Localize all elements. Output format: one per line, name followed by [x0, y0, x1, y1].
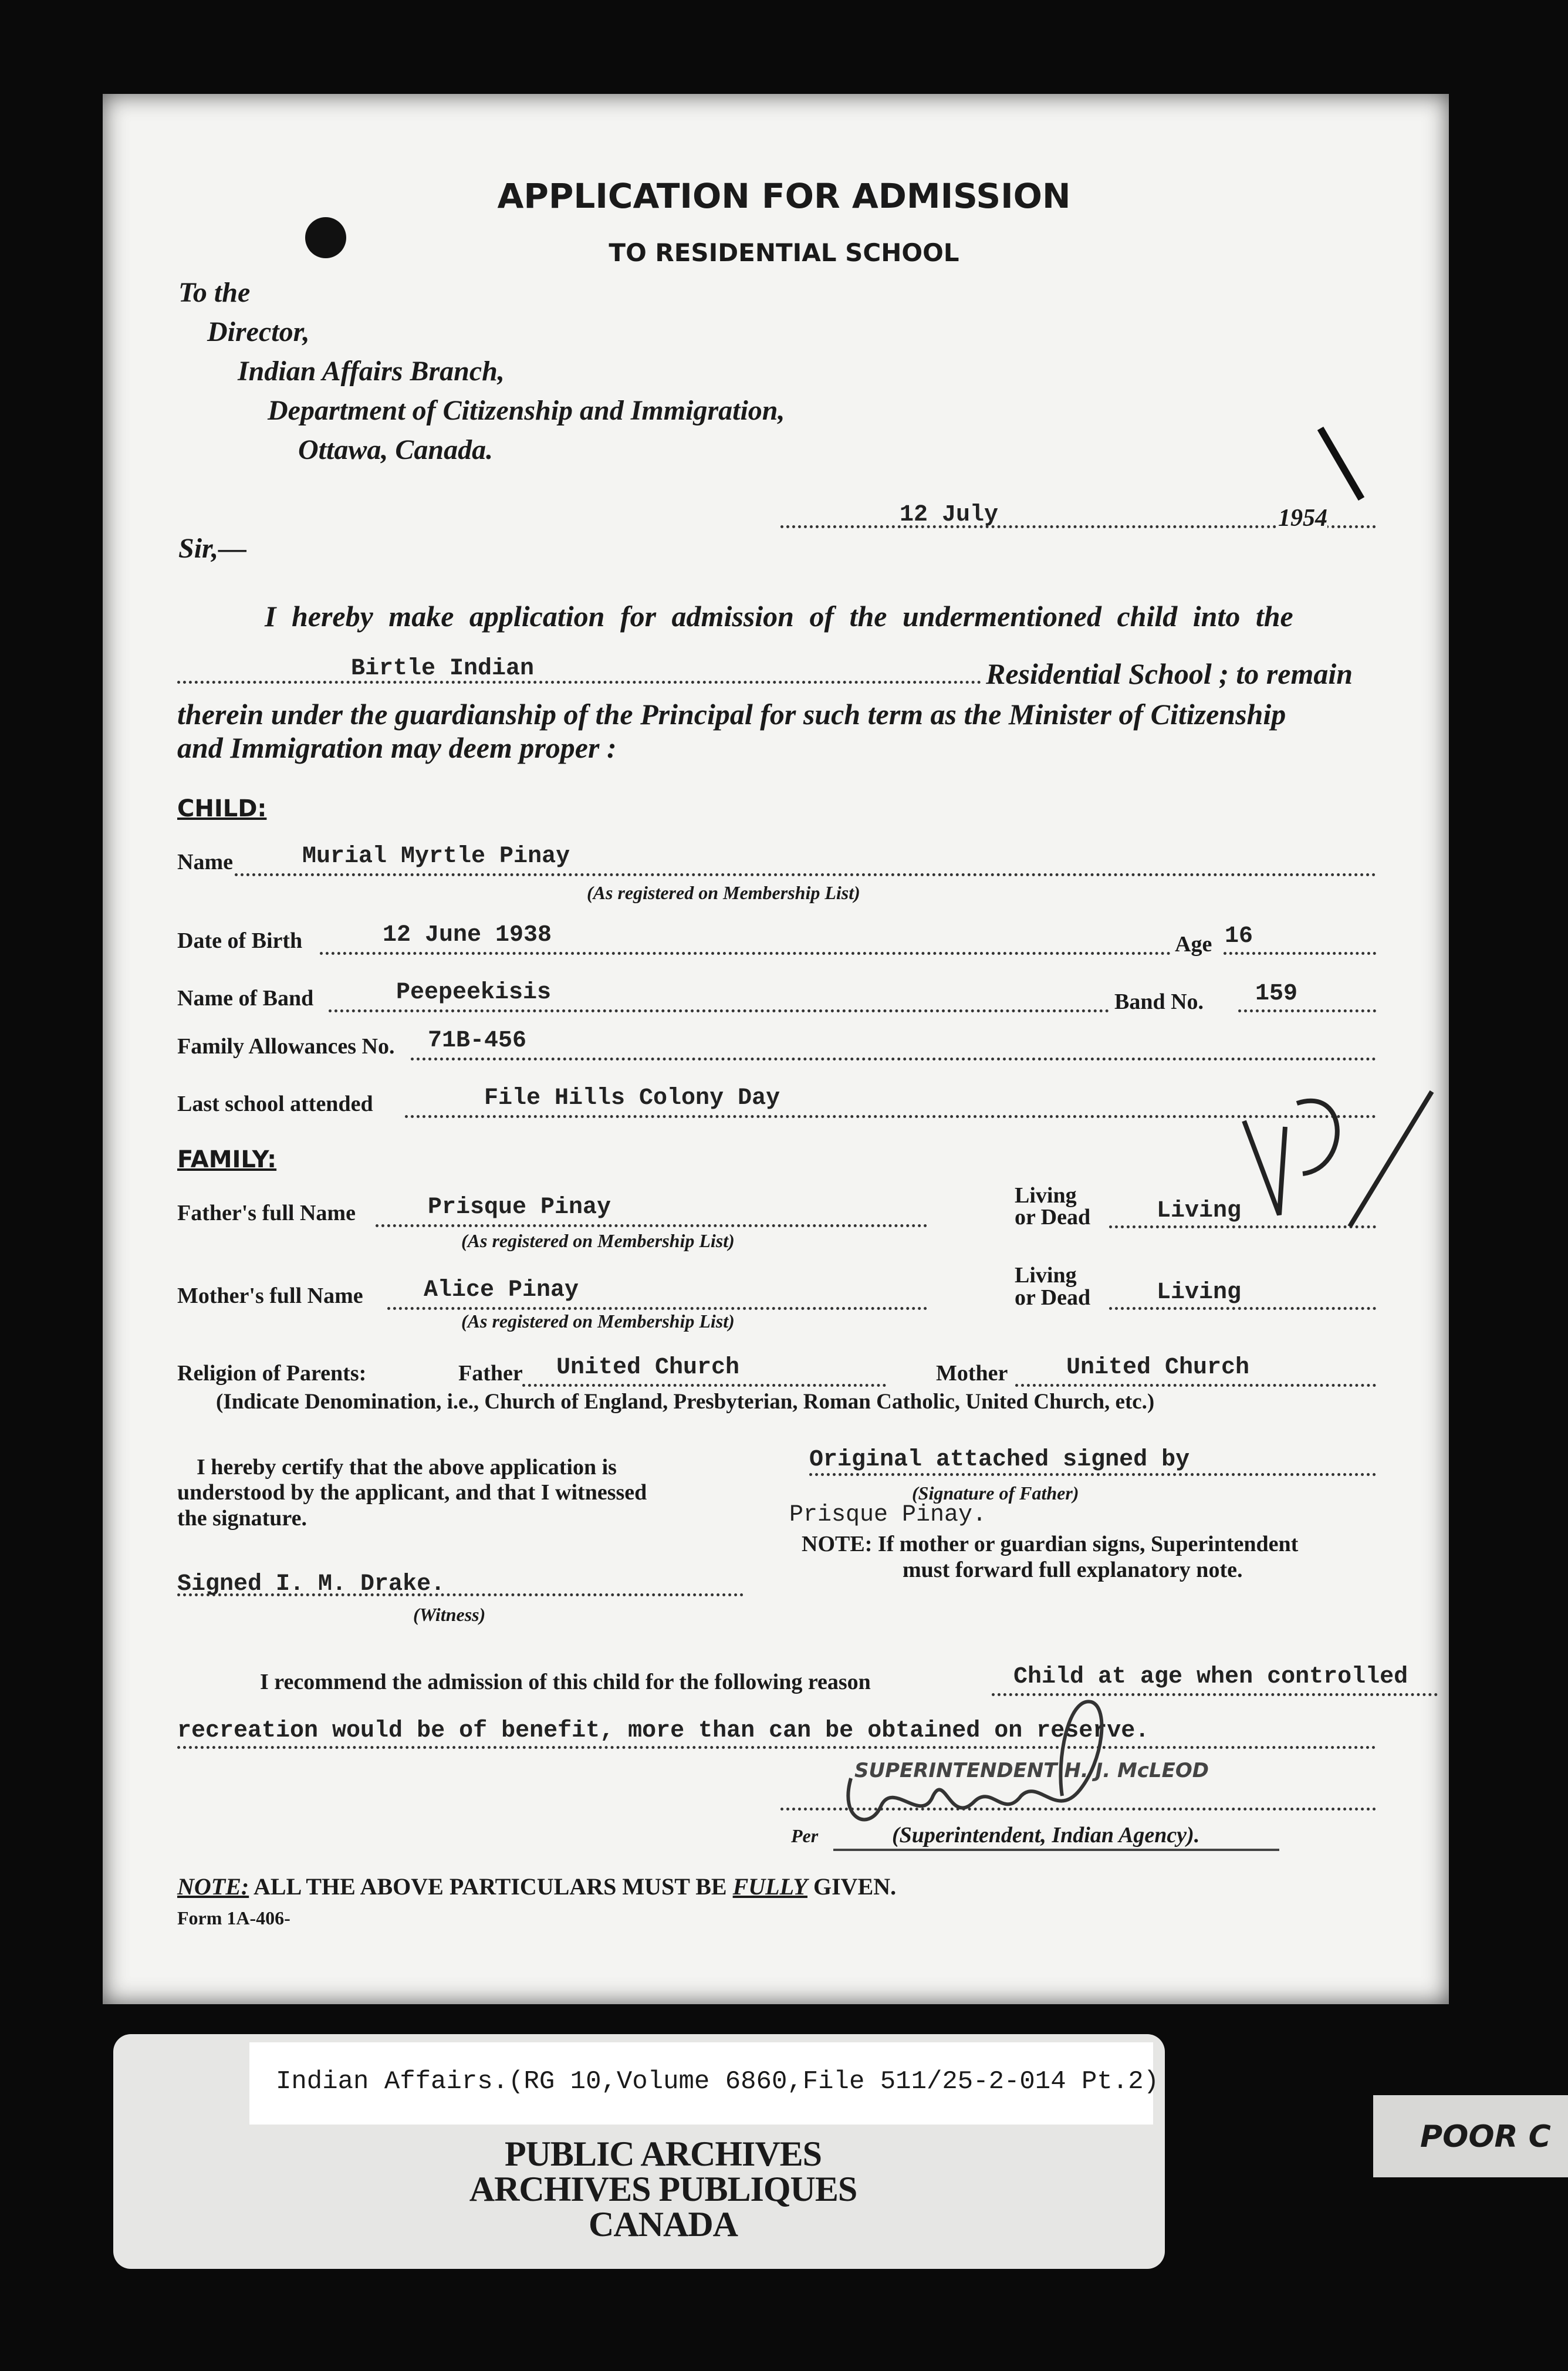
- child-name-note: (As registered on Membership List): [587, 882, 860, 903]
- mother-name: Alice Pinay: [424, 1277, 579, 1303]
- father-religion: United Church: [556, 1355, 740, 1381]
- school-line: [177, 681, 981, 684]
- field-line: [1238, 1009, 1376, 1012]
- per-line: [833, 1849, 1279, 1851]
- field-line: [376, 1224, 927, 1227]
- field-line: [411, 1058, 1376, 1060]
- family-heading: FAMILY:: [177, 1146, 277, 1173]
- last-school-value: File Hills Colony Day: [484, 1085, 780, 1112]
- body-text: I hereby make application for admission of the undermentioned child into the: [265, 600, 1293, 633]
- archive-name-fr: ARCHIVES PUBLIQUES: [469, 2170, 857, 2208]
- child-name-label: Name: [177, 850, 233, 874]
- mother-religion: United Church: [1066, 1355, 1250, 1381]
- handwritten-mark: [1232, 1086, 1444, 1238]
- recommend-reason: Child at age when controlled: [1013, 1664, 1408, 1690]
- religion-note: (Indicate Denomination, i.e., Church of England, Presbyterian, Roman Catholic, United Church, etc.): [216, 1390, 1155, 1414]
- father-religion-label: Father: [458, 1361, 523, 1386]
- signature-scribble: [833, 1690, 1162, 1843]
- signature-line: [780, 1808, 1376, 1811]
- field-line: [329, 1009, 1109, 1012]
- father-signature-label: (Signature of Father): [912, 1482, 1079, 1504]
- band-no-value: 159: [1255, 981, 1298, 1007]
- school-name: Birtle Indian: [351, 656, 535, 682]
- mother-name-note: (As registered on Membership List): [461, 1311, 735, 1332]
- dob-label: Date of Birth: [177, 928, 303, 953]
- certify-text: understood by the applicant, and that I witnessed: [177, 1480, 647, 1505]
- form-number: Form 1A-406-: [177, 1907, 290, 1928]
- footer-note: NOTE: ALL THE ABOVE PARTICULARS MUST BE FULLY GIVEN.: [177, 1873, 897, 1900]
- salutation: Sir,—: [178, 533, 247, 564]
- or-dead-label: or Dead: [1015, 1205, 1091, 1230]
- archive-name-en: PUBLIC ARCHIVES: [504, 2134, 822, 2173]
- last-school-label: Last school attended: [177, 1092, 373, 1116]
- band-value: Peepeekisis: [396, 980, 552, 1006]
- age-value: 16: [1225, 923, 1253, 950]
- pen-mark: [1314, 423, 1373, 511]
- per-label: Per: [791, 1825, 819, 1846]
- recommend-reason: recreation would be of benefit, more than can be obtained on reserve.: [177, 1718, 1150, 1744]
- child-name: Murial Myrtle Pinay: [302, 843, 570, 870]
- mother-religion-label: Mother: [936, 1361, 1008, 1386]
- field-line: [1109, 1307, 1376, 1310]
- address-line: To the: [178, 277, 251, 308]
- father-name: Prisque Pinay: [428, 1194, 611, 1221]
- mother-status: Living: [1157, 1279, 1242, 1306]
- address-line: Director,: [207, 316, 310, 347]
- archive-country: CANADA: [589, 2205, 738, 2244]
- body-text: and Immigration may deem proper :: [177, 731, 617, 764]
- field-line: [320, 952, 1171, 955]
- superintendent-stamp: SUPERINTENDENT H. J. McLEOD: [854, 1759, 1209, 1782]
- field-line: [522, 1384, 886, 1387]
- ink-blot: [305, 217, 346, 258]
- certify-text: I hereby certify that the above application is: [197, 1455, 617, 1480]
- age-label: Age: [1175, 932, 1212, 957]
- note-text: NOTE: If mother or guardian signs, Superintendent: [802, 1532, 1299, 1556]
- form-subtitle: TO RESIDENTIAL SCHOOL: [609, 238, 959, 267]
- band-no-label: Band No.: [1114, 989, 1204, 1014]
- living-label: Living: [1015, 1263, 1077, 1288]
- mother-name-label: Mother's full Name: [177, 1284, 363, 1308]
- family-allowance-value: 71B-456: [428, 1028, 527, 1054]
- field-line: [387, 1307, 927, 1310]
- signature-line: [809, 1473, 1376, 1476]
- quality-label-text: POOR C: [1420, 2119, 1551, 2154]
- field-line: [1015, 1384, 1376, 1387]
- address-line: Indian Affairs Branch,: [238, 356, 505, 387]
- certify-text: the signature.: [177, 1506, 307, 1531]
- recommend-label: I recommend the admission of this child for the following reason: [260, 1670, 871, 1694]
- or-dead-label: or Dead: [1015, 1285, 1091, 1310]
- field-line: [1224, 952, 1376, 955]
- dob-value: 12 June 1938: [383, 922, 552, 948]
- date-day-month: 12 July: [900, 502, 999, 528]
- field-line: [177, 1746, 1376, 1749]
- band-label: Name of Band: [177, 986, 314, 1011]
- child-heading: CHILD:: [177, 795, 267, 822]
- note-text: must forward full explanatory note.: [903, 1558, 1243, 1582]
- religion-label: Religion of Parents:: [177, 1361, 367, 1386]
- address-line: Department of Citizenship and Immigration,: [268, 395, 785, 426]
- superintendent-label: (Superintendent, Indian Agency).: [892, 1823, 1200, 1848]
- witness-label: (Witness): [413, 1604, 486, 1625]
- living-label: Living: [1015, 1183, 1077, 1208]
- body-text: therein under the guardianship of the Principal for such term as the Minister of Citizenship: [177, 698, 1286, 731]
- father-name-note: (As registered on Membership List): [461, 1230, 735, 1251]
- date-year: 1954: [1278, 505, 1327, 532]
- father-name-label: Father's full Name: [177, 1201, 356, 1225]
- family-allowance-label: Family Allowances No.: [177, 1034, 395, 1059]
- field-line: [405, 1115, 1376, 1118]
- address-line: Ottawa, Canada.: [298, 434, 494, 465]
- father-status: Living: [1157, 1198, 1242, 1224]
- father-name-typed: Prisque Pinay.: [789, 1502, 987, 1528]
- witness-signature: Signed I. M. Drake.: [177, 1571, 445, 1597]
- form-title: APPLICATION FOR ADMISSION: [497, 176, 1071, 216]
- field-line: [235, 873, 1376, 876]
- body-text: Residential School ; to remain: [986, 657, 1353, 690]
- archive-reference: Indian Affairs.(RG 10,Volume 6860,File 511/25-2-014 Pt.2): [276, 2067, 1160, 2096]
- father-signature: Original attached signed by: [809, 1447, 1190, 1473]
